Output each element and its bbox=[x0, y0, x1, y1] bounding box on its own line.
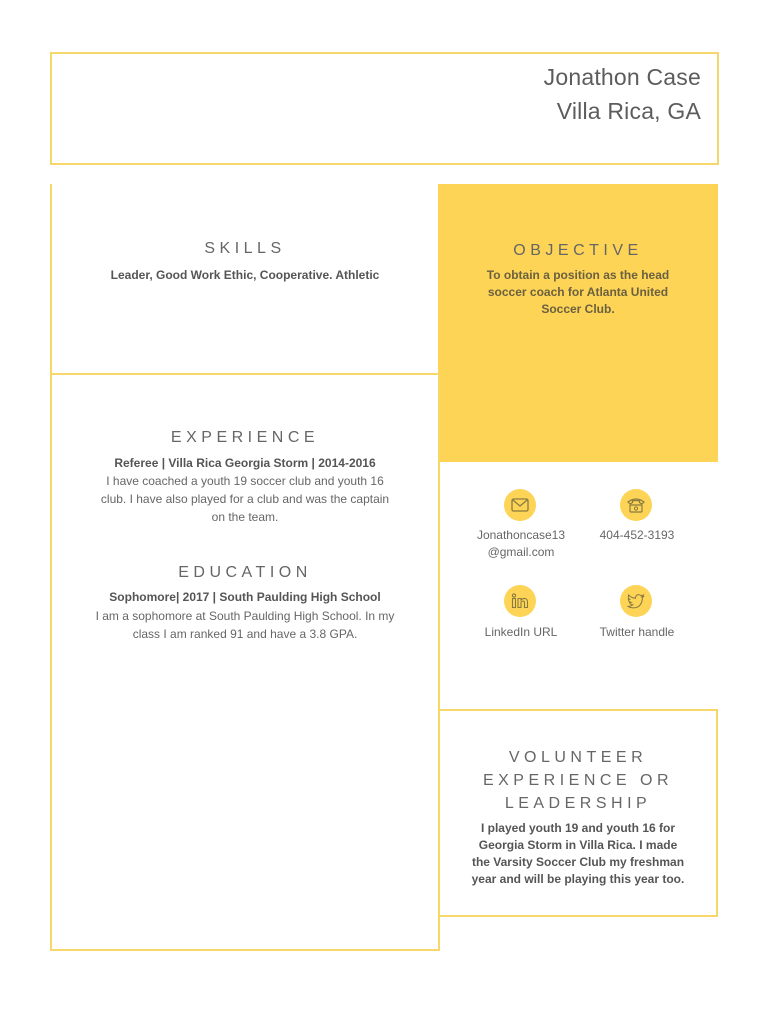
experience-education-box bbox=[50, 373, 440, 951]
email-label bbox=[466, 527, 576, 561]
telephone-icon bbox=[620, 489, 652, 521]
objective-section bbox=[438, 184, 718, 462]
volunteer-line-1: I played youth 19 and youth 16 for bbox=[480, 821, 676, 835]
volunteer-line-4: year and will be playing this year too. bbox=[471, 872, 685, 886]
email-line-1: Jonathoncase13 bbox=[476, 528, 566, 542]
experience-line-2: club. I have also played for a club and was the captain bbox=[100, 492, 390, 506]
volunteer-heading-line-3: LEADERSHIP bbox=[504, 795, 652, 812]
volunteer-section bbox=[438, 709, 718, 917]
education-title: Sophomore| 2017 | South Paulding High School bbox=[109, 590, 381, 604]
skills-section bbox=[52, 184, 438, 373]
skills-text: Leader, Good Work Ethic, Cooperative. Athletic bbox=[110, 268, 380, 282]
twitter-label: Twitter handle bbox=[599, 625, 675, 639]
volunteer-line-3: the Varsity Soccer Club my freshman bbox=[471, 855, 685, 869]
linkedin-icon bbox=[504, 585, 536, 617]
education-line-1: I am a sophomore at South Paulding High School. In my bbox=[95, 609, 395, 623]
experience-heading: EXPERIENCE bbox=[170, 429, 320, 446]
education-line-2: class I am ranked 91 and have a 3.8 GPA. bbox=[132, 627, 358, 641]
experience-line-1: I have coached a youth 19 soccer club and youth 16 bbox=[106, 474, 384, 488]
objective-line-1: To obtain a position as the head bbox=[486, 268, 670, 282]
volunteer-heading-line-2: EXPERIENCE OR bbox=[482, 772, 674, 789]
linkedin-label: LinkedIn URL bbox=[484, 625, 558, 639]
volunteer-line-2: Georgia Storm in Villa Rica. I made bbox=[478, 838, 678, 852]
volunteer-heading-line-1: VOLUNTEER bbox=[508, 749, 648, 766]
experience-line-3: on the team. bbox=[211, 510, 279, 524]
header-box bbox=[50, 52, 719, 165]
education-heading: EDUCATION bbox=[178, 564, 312, 581]
email-line-2: @gmail.com bbox=[487, 545, 555, 559]
experience-title: Referee | Villa Rica Georgia Storm | 2014-2016 bbox=[114, 456, 376, 470]
candidate-location: Villa Rica, GA bbox=[556, 98, 701, 124]
objective-line-2: soccer coach for Atlanta United bbox=[487, 285, 669, 299]
skills-heading: SKILLS bbox=[204, 240, 286, 257]
candidate-name: Jonathon Case bbox=[543, 64, 701, 90]
twitter-icon bbox=[620, 585, 652, 617]
envelope-icon bbox=[504, 489, 536, 521]
phone-label: 404-452-3193 bbox=[599, 528, 675, 542]
objective-line-3: Soccer Club. bbox=[541, 302, 615, 316]
objective-heading: OBJECTIVE bbox=[513, 242, 643, 259]
